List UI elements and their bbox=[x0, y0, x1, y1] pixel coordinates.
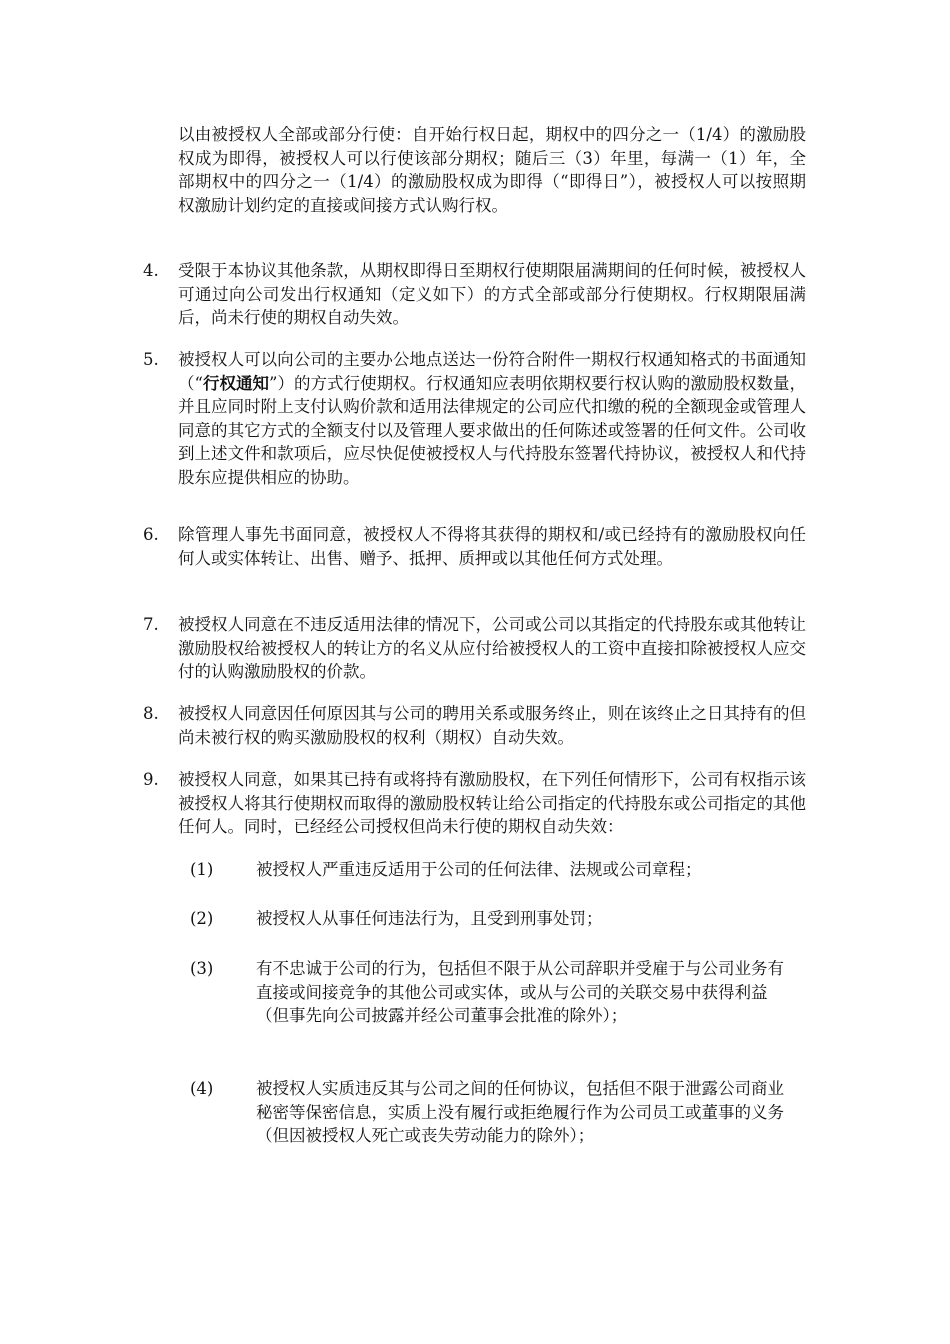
clause-4-text: 受限于本协议其他条款，从期权即得日至期权行使期限届满期间的任何时候，被授权人可通过向公司发出行权通知（定义如下）的方式全部或部分行使期权。行权期限届满后，尚未行使的期权自动失效。 bbox=[178, 261, 806, 327]
sub-item-1-number: (1) bbox=[190, 860, 214, 879]
sub-item-3-text: 有不忠诚于公司的行为，包括但不限于从公司辞职并受雇于与公司业务有直接或间接竞争的其他公司或实体，或从与公司的关联交易中获得利益（但事先向公司披露并经公司董事会批准的除外）； bbox=[256, 959, 784, 1025]
clause-5-text bbox=[178, 348, 806, 489]
sub-item-4-number: (4) bbox=[190, 1079, 214, 1098]
sub-item-2-text: 被授权人从事任何违法行为，且受到刑事处罚； bbox=[256, 909, 603, 928]
clause-5-text-before: 被授权人可以向公司的主要办公地点送达一份符合附件一期权行权通知格式的书面通知（“ bbox=[178, 350, 806, 393]
clause-8-text: 被授权人同意因任何原因其与公司的聘用关系或服务终止，则在该终止之日其持有的但尚未被行权的购买激励股权的权利（期权）自动失效。 bbox=[178, 704, 806, 747]
clause-5-number: 5. bbox=[143, 350, 159, 369]
sub-item-2-number: (2) bbox=[190, 909, 214, 928]
clause-7-number: 7. bbox=[143, 615, 159, 634]
clause-7-text: 被授权人同意在不违反适用法律的情况下，公司或公司以其指定的代持股东或其他转让激励股权给被授权人的转让方的名义从应付给被授权人的工资中直接扣除被授权人应交付的认购激励股权的价款。 bbox=[178, 615, 806, 681]
clause-9-text: 被授权人同意，如果其已持有或将持有激励股权，在下列任何情形下，公司有权指示该被授权人将其行使期权而取得的激励股权转让给公司指定的代持股东或公司指定的其他任何人。同时，已经经公司授权但尚未行使的期权自动失效： bbox=[178, 770, 806, 836]
sub-item-4-text: 被授权人实质违反其与公司之间的任何协议，包括但不限于泄露公司商业秘密等保密信息，实质上没有履行或拒绝履行作为公司员工或董事的义务（但因被授权人死亡或丧失劳动能力的除外）； bbox=[256, 1079, 784, 1145]
clause-8-number: 8. bbox=[143, 704, 159, 723]
clause-5-defined-term: 行权通知 bbox=[202, 373, 270, 393]
clause-6-text: 除管理人事先书面同意，被授权人不得将其获得的期权和/或已经持有的激励股权向任何人或实体转让、出售、赠予、抵押、质押或以其他任何方式处理。 bbox=[178, 525, 806, 568]
continuation-paragraph: 以由被授权人全部或部分行使：自开始行权日起，期权中的四分之一（1/4）的激励股权成为即得，被授权人可以行使该部分期权；随后三（3）年里，每满一（1）年，全部期权中的四分之一（1/4）的激励股权成为即得（“即得日”），被授权人可以按照期权激励计划约定的直接或间接方式认购行权。 bbox=[178, 125, 806, 215]
sub-item-1-text: 被授权人严重违反适用于公司的任何法律、法规或公司章程； bbox=[256, 860, 702, 879]
clause-4-number: 4. bbox=[143, 261, 159, 280]
sub-item-3-number: (3) bbox=[190, 959, 214, 978]
clause-9-number: 9. bbox=[143, 770, 159, 789]
clause-5-text-after: ”）的方式行使期权。行权通知应表明依期权要行权认购的激励股权数量，并且应同时附上支付认购价款和适用法律规定的公司应代扣缴的税的全额现金或管理人同意的其它方式的全额支付以及管理人要求做出的任何陈述或签署的任何文件。公司收到上述文件和款项后，应尽快促使被授权人与代持股东签署代持协议，被授权人和代持股东应提供相应的协助。 bbox=[178, 373, 807, 487]
clause-6-number: 6. bbox=[143, 525, 159, 544]
